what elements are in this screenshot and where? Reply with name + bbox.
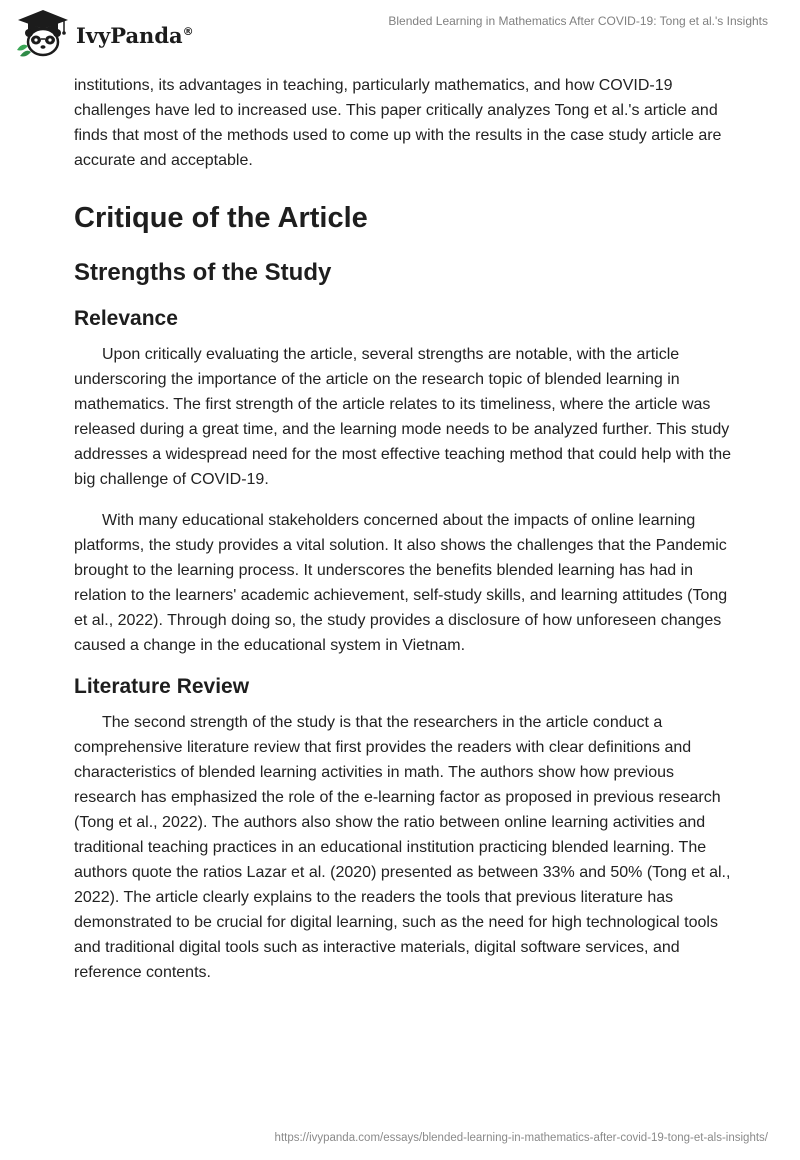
document-title: Blended Learning in Mathematics After COVID-19: Tong et al.'s Insights bbox=[388, 14, 768, 28]
panda-mascot-icon bbox=[14, 8, 72, 58]
paragraph-gap bbox=[74, 492, 734, 508]
relevance-paragraph-2: With many educational stakeholders concerned about the impacts of online learning platforms, the study provides a vital solution. It also shows the challenges that the Pandemic brought to the learning process. It underscores the benefits blended learning has had in relation to the learners' academic achievement, self-study skills, and learning attitudes (Tong et al., 2022). Through doing so, the study provides a disclosure of how unforeseen changes caused a change in the educational system in Vietnam. bbox=[74, 512, 728, 654]
section-heading-critique: Critique of the Article bbox=[74, 202, 368, 234]
brand-name bbox=[76, 23, 194, 48]
subsection-heading-strengths: Strengths of the Study bbox=[74, 259, 332, 286]
source-url[interactable]: https://ivypanda.com/essays/blended-learning-in-mathematics-after-covid-19-tong-et-als-insights/ bbox=[274, 1132, 768, 1144]
subheading-relevance: Relevance bbox=[74, 307, 178, 330]
literature-paragraph-1: The second strength of the study is that the researchers in the article conduct a comprehensive literature review that first provides the readers with clear definitions and characteristics of blended learning activities in math. The authors show how previous research has emphasized the role of the e-learning factor as proposed in previous research (Tong et al., 2022). The authors also show the ratio between online learning activities and traditional teaching practices in an educational institution practicing blended learning. The authors quote the ratios Lazar et al. (2020) presented as between 33% and 50% (Tong et al., 2022). The article clearly explains to the readers the tools that previous literature has demonstrated to be crucial for digital learning, such as the need for high technological tools and traditional digital tools such as interactive materials, digital software services, and reference contents. bbox=[74, 714, 731, 981]
article-body bbox=[74, 73, 734, 985]
brand-registered-mark: ® bbox=[182, 24, 194, 38]
page-header bbox=[0, 0, 800, 70]
relevance-paragraph-1: Upon critically evaluating the article, several strengths are notable, with the article underscoring the importance of the article on the research topic of blended learning in mathematics. The first strength of the article relates to its timeliness, where the article was released during a great time, and the learning mode needs to be analyzed further. This study addresses a widespread need for the most effective teaching method that could help with the big challenge of COVID-19. bbox=[74, 346, 731, 488]
subheading-literature-review: Literature Review bbox=[74, 675, 250, 698]
brand-name-text: IvyPanda bbox=[76, 22, 183, 48]
brand-logo[interactable] bbox=[14, 8, 194, 58]
intro-paragraph: institutions, its advantages in teaching, particularly mathematics, and how COVID-19 challenges have led to increased use. This paper critically analyzes Tong et al.'s article and finds that most of the methods used to come up with the results in the case study article are accurate and acceptable. bbox=[74, 77, 722, 169]
